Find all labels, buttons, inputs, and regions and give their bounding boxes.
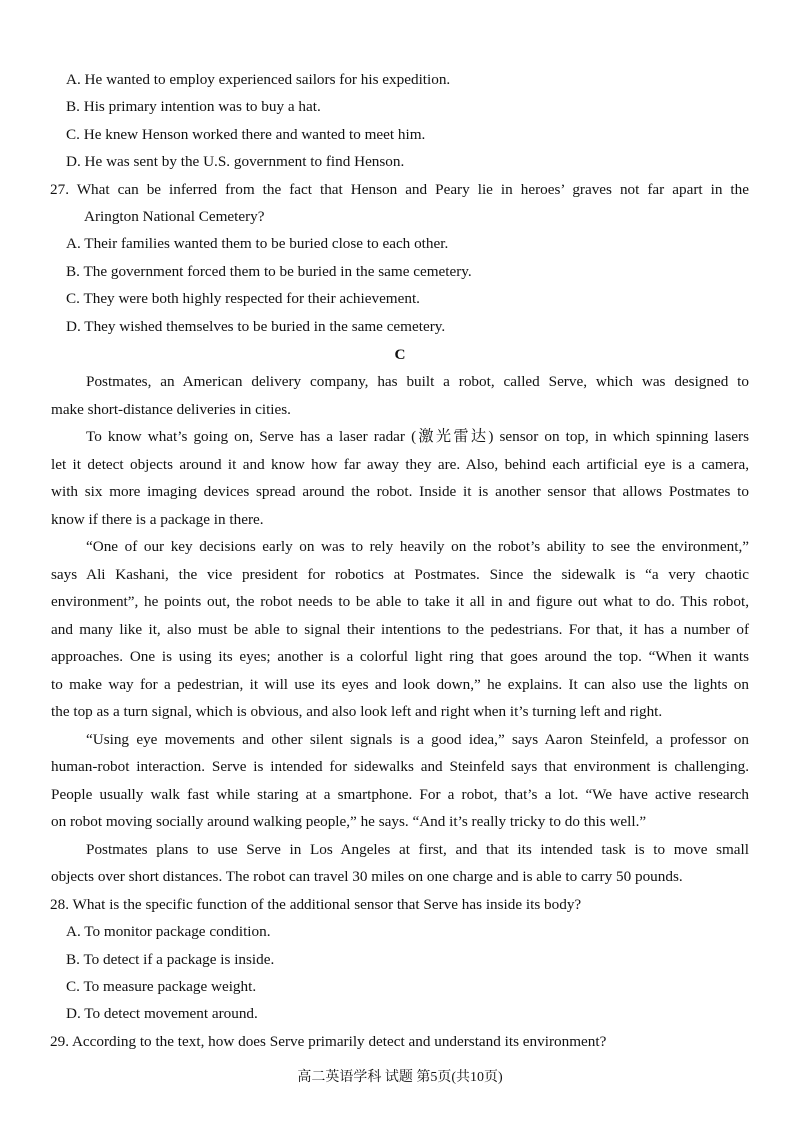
q28-option-a: A. To monitor package condition. xyxy=(66,923,271,940)
passage-line: says Ali Kashani, the vice president for robotics at Postmates. Since the sidewalk is “a very chaotic xyxy=(51,566,749,583)
passage-line: human-robot interaction. Serve is intended for sidewalks and Steinfeld says that environment is challenging. xyxy=(51,758,749,775)
passage-line: know if there is a package in there. xyxy=(51,511,264,528)
q29-stem: 29. According to the text, how does Serve primarily detect and understand its environment? xyxy=(50,1033,607,1050)
passage-line: make short-distance deliveries in cities. xyxy=(51,401,291,418)
passage-line: Postmates, an American delivery company, has built a robot, called Serve, which was designed to xyxy=(86,373,749,390)
q28-option-b: B. To detect if a package is inside. xyxy=(66,951,275,968)
q27-option-a: A. Their families wanted them to be buried close to each other. xyxy=(66,235,449,252)
q27-option-c: C. They were both highly respected for their achievement. xyxy=(66,290,420,307)
passage-line: the top as a turn signal, which is obvious, and also look left and right when it’s turning left and right. xyxy=(51,703,663,720)
passage-line: approaches. One is using its eyes; another is a colorful light ring that goes around the top. “When it wants xyxy=(51,648,749,665)
passage-line: “One of our key decisions early on was to rely heavily on the robot’s ability to see the environment,” xyxy=(86,538,749,555)
q27-option-d: D. They wished themselves to be buried in the same cemetery. xyxy=(66,318,446,335)
passage-line: let it detect objects around it and know how far away they are. Also, behind each artificial eye is a camera, xyxy=(51,456,749,473)
passage-line: environment”, he points out, the robot needs to be able to take it all in and figure out what to do. This robot, xyxy=(51,593,749,610)
q26-option-b: B. His primary intention was to buy a hat. xyxy=(66,98,321,115)
passage-line: objects over short distances. The robot can travel 30 miles on one charge and is able to carry 50 pounds. xyxy=(51,868,683,885)
q28-option-d: D. To detect movement around. xyxy=(66,1005,258,1022)
passage-line: People usually walk fast while staring at a smartphone. For a robot, that’s a lot. “We have active research xyxy=(51,786,749,803)
passage-line: “Using eye movements and other silent signals is a good idea,” says Aaron Steinfeld, a professor on xyxy=(86,731,749,748)
q28-stem: 28. What is the specific function of the additional sensor that Serve has inside its body? xyxy=(50,896,582,913)
passage-line: To know what’s going on, Serve has a laser radar (激光雷达) sensor on top, in which spinning lasers xyxy=(86,428,749,445)
q26-option-c: C. He knew Henson worked there and wanted to meet him. xyxy=(66,126,426,143)
q27-stem-line1: 27. What can be inferred from the fact that Henson and Peary lie in heroes’ graves not far apart in the xyxy=(50,181,749,198)
q28-option-c: C. To measure package weight. xyxy=(66,978,257,995)
passage-line: with six more imaging devices spread around the robot. Inside it is another sensor that allows Postmates to xyxy=(51,483,749,500)
q26-option-a: A. He wanted to employ experienced sailors for his expedition. xyxy=(66,71,451,88)
passage-line: Postmates plans to use Serve in Los Angeles at first, and that its intended task is to move small xyxy=(86,841,749,858)
page-footer: 高二英语学科 试题 第5页(共10页) xyxy=(297,1070,503,1085)
section-heading: C xyxy=(394,346,406,363)
passage-line: to make way for a pedestrian, it will use its eyes and look down,” he explains. It can also use the lights on xyxy=(51,676,749,693)
q27-option-b: B. The government forced them to be buried in the same cemetery. xyxy=(66,263,472,280)
passage-line: and many like it, also must be able to signal their intentions to the pedestrians. For that, it has a number of xyxy=(51,621,749,638)
passage-line: on robot moving socially around walking people,” he says. “And it’s really tricky to do this well.” xyxy=(51,813,647,830)
q26-option-d: D. He was sent by the U.S. government to find Henson. xyxy=(66,153,405,170)
q27-stem-line2: Arington National Cemetery? xyxy=(84,208,265,225)
